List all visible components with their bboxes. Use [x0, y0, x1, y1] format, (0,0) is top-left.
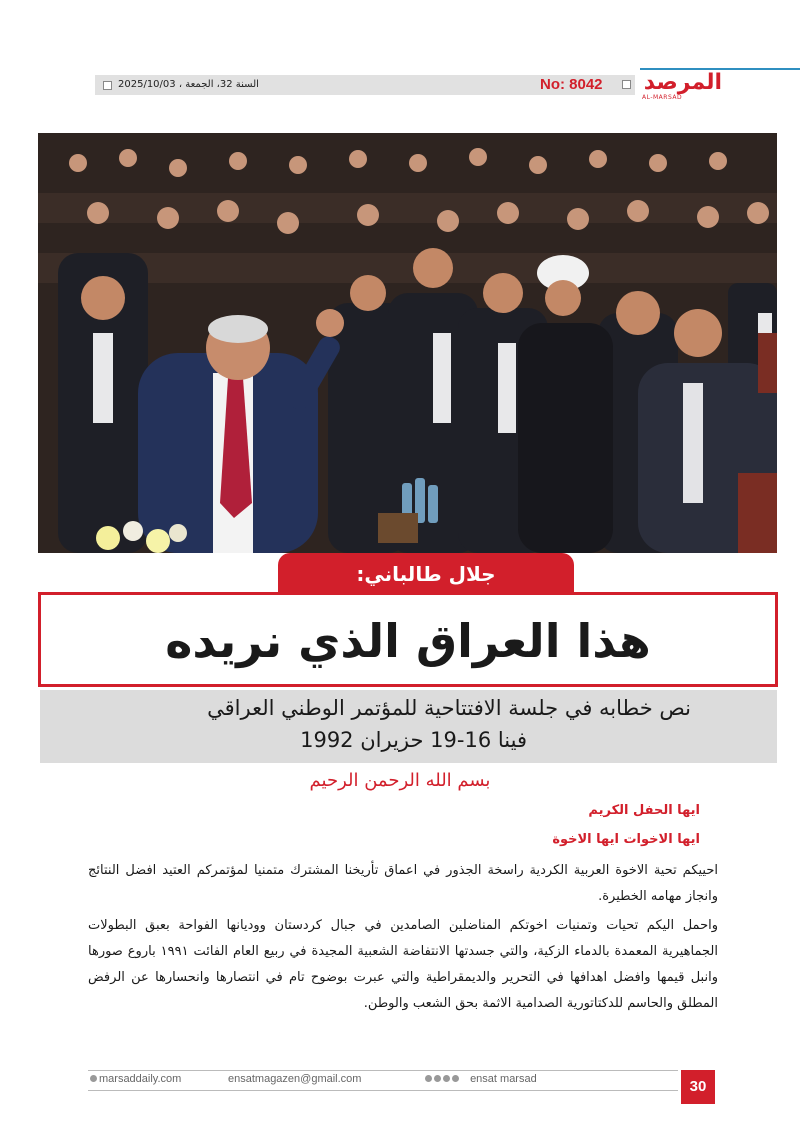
basmala: بسم الله الرحمن الرحيم: [309, 770, 491, 791]
magazine-logo: [640, 72, 722, 100]
footer-social[interactable]: [425, 1073, 537, 1085]
twitter-icon: [434, 1075, 441, 1082]
footer-website-text: marsaddaily.com: [99, 1073, 182, 1085]
greeting-line-1: ايها الحفل الكريم: [588, 803, 700, 818]
logo-subtext: AL-MARSAD: [642, 94, 683, 101]
crowd-photo-illustration: [38, 133, 777, 553]
article-photo: [38, 133, 777, 553]
greeting-line-2: ايها الاخوات ايها الاخوة: [552, 832, 700, 847]
header-square-icon: [622, 80, 631, 89]
header-square-icon: [103, 81, 112, 90]
footer-website[interactable]: [90, 1073, 181, 1085]
footer-social-text: ensat marsad: [470, 1073, 537, 1085]
facebook-icon: [425, 1075, 432, 1082]
article-kicker: جلال طالباني:: [278, 553, 574, 593]
headline-box: [38, 592, 778, 687]
article-headline: هذا العراق الذي نريده: [165, 614, 651, 668]
issue-number: No: 8042: [540, 76, 603, 93]
instagram-icon: [443, 1075, 450, 1082]
paragraph-1: احييكم تحية الاخوة العربية الكردية راسخة الجذور في اعماق تأريخنا المشترك متمنيا لمؤتمركم العتيد افضل النتائج وانجاز مهامه الخطيرة.: [88, 863, 718, 904]
footer-rule-bottom: [88, 1090, 678, 1091]
subhead-line-1: نص خطابه في جلسة الافتتاحية للمؤتمر الوطني العراقي: [207, 696, 691, 720]
footer-email[interactable]: ensatmagazen@gmail.com: [228, 1073, 362, 1085]
subhead-box: [40, 690, 777, 763]
issue-date: السنة 32، الجمعة ، 2025/10/03: [118, 79, 259, 90]
paragraph-2: واحمل اليكم تحيات وتمنيات اخوتكم المناضلين الصامدين في جبال كردستان ووديانها الفواحة بعبق البطولات الجماهيرية المعمدة بالدماء الزكية، والتي جسدتها الانتفاضة الشعبية المجيدة في ربيع العام الفائت ١٩٩١ باروع صورها وانبل قيمها وافضل اهدافها في التحرير والديمقراطية والتي عبرت بوضوح تام في انتصارها وانحسارها عن الرفض المطلق والحاسم للدكتاتورية الصدامية الاثمة بحق الشعب والوطن.: [88, 918, 718, 1011]
youtube-icon: [452, 1075, 459, 1082]
globe-icon: [90, 1075, 97, 1082]
logo-text: المرصد: [643, 70, 722, 95]
subhead-line-2: فينا 16-19 حزيران 1992: [300, 728, 527, 752]
page-number: 30: [681, 1070, 715, 1104]
footer-rule-top: [88, 1070, 678, 1071]
